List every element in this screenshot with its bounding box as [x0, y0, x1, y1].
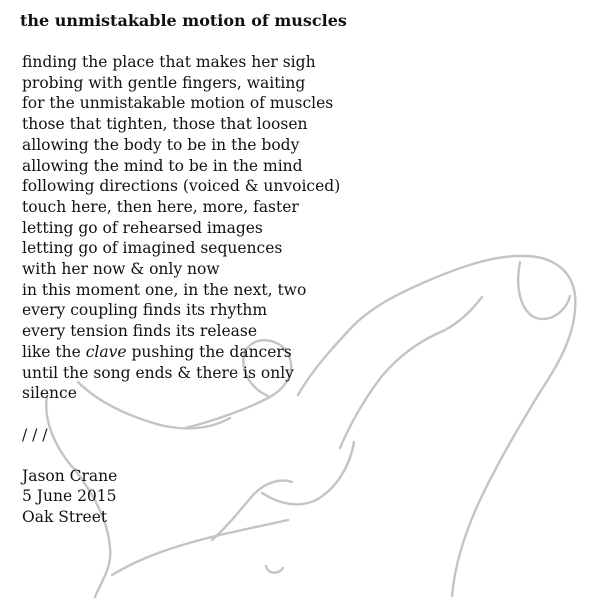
poem-stanza — [22, 52, 582, 404]
poem — [20, 10, 582, 527]
poem-line: every coupling finds its rhythm — [22, 301, 268, 320]
poem-title: the unmistakable motion of muscles — [20, 11, 347, 30]
poem-line: following directions (voiced & unvoiced) — [22, 177, 341, 196]
lower-palm-line — [112, 520, 288, 575]
poem-line: probing with gentle fingers, waiting — [22, 73, 306, 92]
poem-line: for the unmistakable motion of muscles — [22, 94, 334, 113]
poem-line: in this moment one, in the next, two — [22, 280, 307, 299]
poem-line: until the song ends & there is only — [22, 363, 294, 382]
poem-line: with her now & only now — [22, 260, 220, 279]
italic-word-clave: clave — [85, 342, 127, 361]
poem-line — [22, 342, 582, 363]
poem-line: silence — [22, 384, 77, 403]
poem-line: letting go of rehearsed images — [22, 218, 263, 237]
poem-place: Oak Street — [22, 508, 108, 527]
author-name: Jason Crane — [22, 466, 118, 485]
section-separator: / / / — [22, 425, 48, 444]
poem-line-end: pushing the dancers — [126, 342, 292, 361]
signature-block — [22, 466, 582, 527]
poem-line: letting go of imagined sequences — [22, 239, 283, 258]
poem-line: every tension finds its release — [22, 322, 258, 341]
poem-line: allowing the mind to be in the mind — [22, 156, 303, 175]
poem-line: touch here, then here, more, faster — [22, 197, 299, 216]
small-mark — [266, 566, 283, 573]
poem-line-start: like the — [22, 342, 86, 361]
poem-date: 5 June 2015 — [22, 487, 117, 506]
poem-line: those that tighten, those that loosen — [22, 115, 308, 134]
poem-line: finding the place that makes her sigh — [22, 53, 316, 71]
poem-line: allowing the body to be in the body — [22, 135, 300, 154]
